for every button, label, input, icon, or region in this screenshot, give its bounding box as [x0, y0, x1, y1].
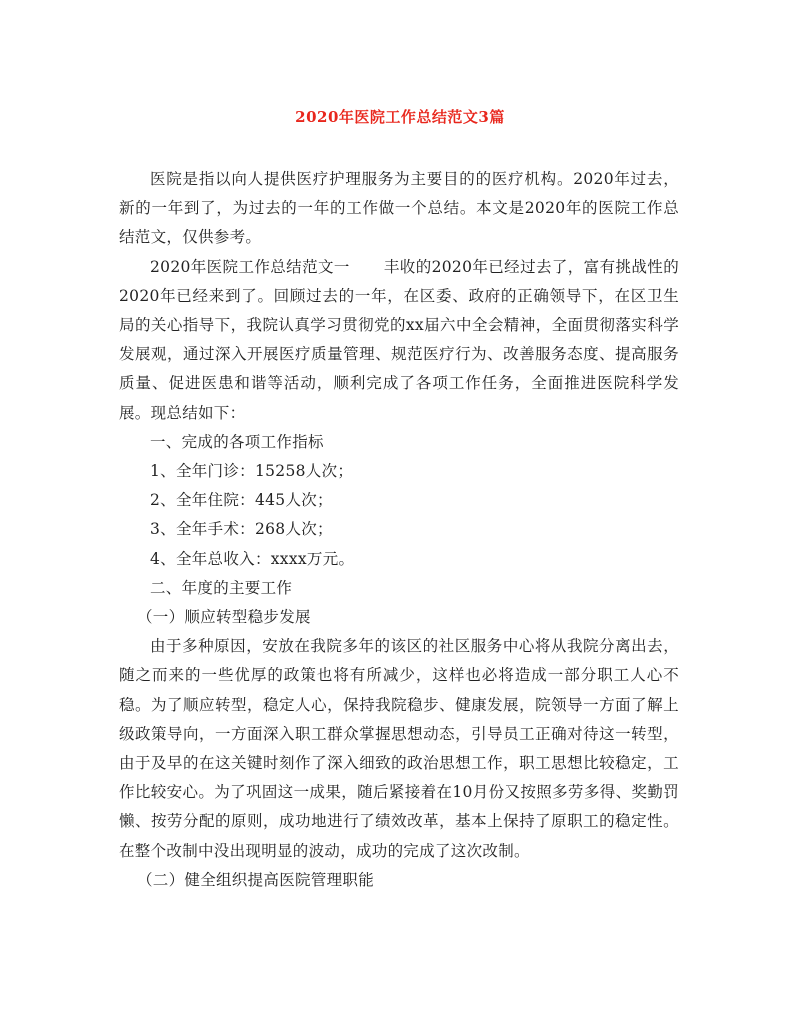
article-heading: 2020年医院工作总结范文一	[150, 257, 350, 276]
subsection-one-heading: （一）顺应转型稳步发展	[137, 608, 311, 627]
indicator-item: 3、全年手术：268人次；	[150, 520, 333, 539]
document-title: 2020年医院工作总结范文3篇	[295, 108, 505, 126]
article-intro: 丰收的2020年已经过去了，富有挑战性的2020年已经来到了。回顾过去的一年，在区委、政府的正确领导下，在区卫生局的关心指导下，我院认真学习贯彻党的xx届六中全会精神，全面贯彻落实科学发展观，通过深入开展医疗质量管理、规范医疗行为、改善服务态度、提高服务质量、促进医患和谐等活动，顺利完成了各项工作任务，全面推进医院科学发展。现总结如下：	[119, 257, 679, 422]
article-paragraph	[119, 253, 679, 428]
section-two-heading: 二、年度的主要工作	[150, 578, 293, 597]
indicator-item: 4、全年总收入：xxxx万元。	[150, 549, 355, 568]
intro-paragraph: 医院是指以向人提供医疗护理服务为主要目的的医疗机构。2020年过去，新的一年到了，为过去的一年的工作做一个总结。本文是2020年的医院工作总结范文，仅供参考。	[119, 170, 679, 247]
subsection-two-heading: （二）健全组织提高医院管理职能	[137, 870, 375, 889]
document-body	[119, 165, 679, 895]
section-one-heading: 一、完成的各项工作指标	[150, 432, 324, 451]
indicator-item: 1、全年门诊：15258人次；	[150, 462, 354, 481]
subsection-one-paragraph: 由于多种原因，安放在我院多年的该区的社区服务中心将从我院分离出去，随之而来的一些优厚的政策也将有所减少，这样也必将造成一部分职工人心不稳。为了顺应转型，稳定人心，保持我院稳步、健康发展，院领导一方面了解上级政策导向，一方面深入职工群众掌握思想动态，引导员工正确对待这一转型，由于及早的在这关键时刻作了深入细致的政治思想工作，职工思想比较稳定，工作比较安心。为了巩固这一成果，随后紧接着在10月份又按照多劳多得、奖勤罚懒、按劳分配的原则，成功地进行了绩效改革，基本上保持了原职工的稳定性。在整个改制中没出现明显的波动，成功的完成了这次改制。	[119, 637, 679, 860]
indicator-item: 2、全年住院：445人次；	[150, 491, 333, 510]
